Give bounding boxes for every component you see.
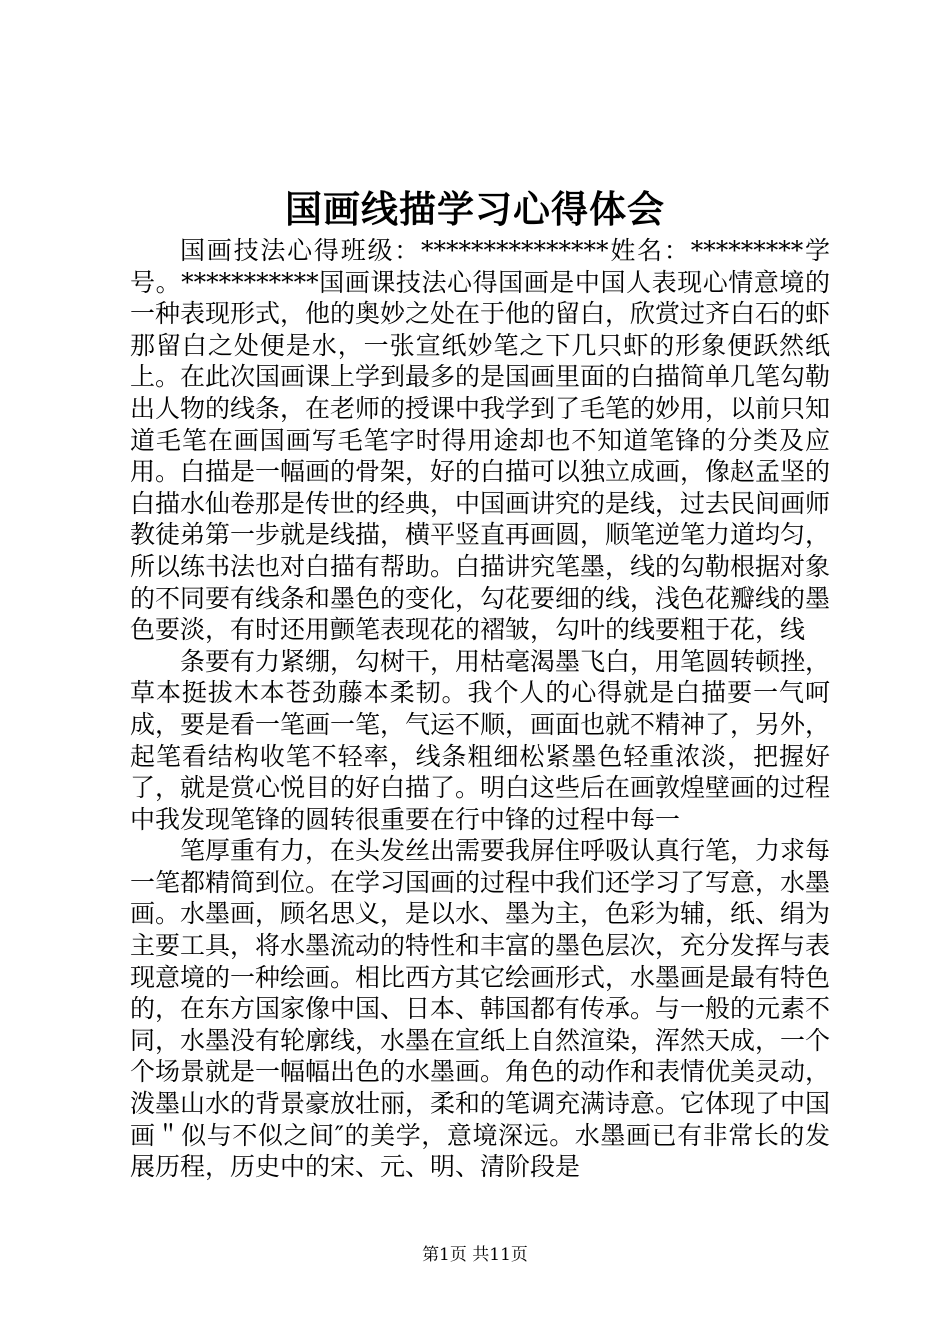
paragraph-1: 国画技法心得班级：***************姓名：*********学号。***********国画课技法心得国画是中国人表现心情意境的一种表现形式，他的奥妙之处在于他的留白，欣赏过齐白石的虾那留白之处便是水，一张宣纸妙笔之下几只虾的形象便跃然纸上。在此次国画课上学到最多的是国画里面的白描简单几笔勾勒出人物的线条，在老师的授课中我学到了毛笔的妙用，以前只知道毛笔在画国画写毛笔字时得用途却也不知道笔锋的分类及应用。白描是一幅画的骨架，好的白描可以独立成画，像赵孟坚的白描水仙卷那是传世的经典，中国画讲究的是线，过去民间画师教徒弟第一步就是线描，横平竖直再画圆，顺笔逆笔力道均匀，所以练书法也对白描有帮助。白描讲究笔墨，线的勾勒根据对象的不同要有线条和墨色的变化，勾花要细的线，浅色花瓣线的墨色要淡，有时还用颤笔表现花的褶皱，勾叶的线要粗于花，线	[130, 236, 831, 645]
document-title: 国画线描学习心得体会	[285, 187, 665, 231]
page-footer: 第1页 共11页	[422, 1245, 528, 1265]
paragraph-3: 笔厚重有力，在头发丝出需要我屏住呼吸认真行笔，力求每一笔都精简到位。在学习国画的过程中我们还学习了写意，水墨画。水墨画，顾名思义，是以水、墨为主，色彩为辅，纸、绢为主要工具，将水墨流动的特性和丰富的墨色层次，充分发挥与表现意境的一种绘画。相比西方其它绘画形式，水墨画是最有特色的，在东方国家像中国、日本、韩国都有传承。与一般的元素不同，水墨没有轮廓线，水墨在宣纸上自然渲染，浑然天成，一个个场景就是一幅幅出色的水墨画。角色的动作和表情优美灵动，泼墨山水的背景豪放壮丽，柔和的笔调充满诗意。它体现了中国画＂似与不似之间″的美学，意境深远。水墨画已有非常长的发展历程，历史中的宋、元、明、清阶段是	[130, 836, 831, 1182]
paragraph-2: 条要有力紧绷，勾树干，用枯毫渴墨飞白，用笔圆转顿挫，草本挺拔木本苍劲藤本柔韧。我个人的心得就是白描要一气呵成，要是看一笔画一笔，气运不顺，画面也就不精神了，另外，起笔看结构收笔不轻率，线条粗细松紧墨色轻重浓淡，把握好了，就是赏心悦目的好白描了。明白这些后在画敦煌壁画的过程中我发现笔锋的圆转很重要在行中锋的过程中每一	[130, 646, 831, 834]
document-body	[130, 235, 830, 1183]
